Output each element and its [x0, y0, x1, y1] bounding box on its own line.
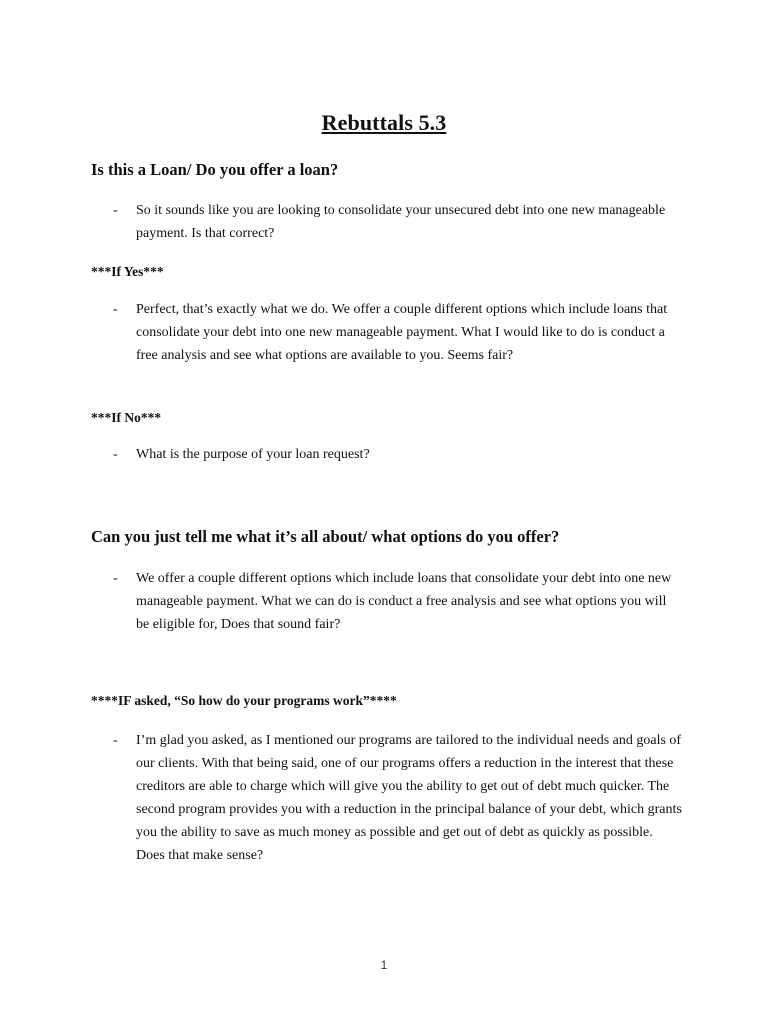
list-item-text: What is the purpose of your loan request? [136, 447, 370, 462]
list-dash: - [113, 447, 118, 462]
list-item [113, 729, 683, 867]
document-title: Rebuttals 5.3 [321, 110, 447, 135]
page-number: 1 [380, 958, 388, 972]
list-item [113, 443, 683, 466]
list-item [113, 567, 683, 636]
if-yes-label: ***If Yes*** [91, 264, 164, 279]
list-item [113, 298, 683, 367]
list-item-text: So it sounds like you are looking to consolidate your unsecured debt into one new manageable payment. Is that correct? [136, 203, 666, 241]
section-heading-loan: Is this a Loan/ Do you offer a loan? [91, 160, 339, 179]
list-dash: - [113, 733, 118, 748]
list-dash: - [113, 571, 118, 586]
list-dash: - [113, 302, 118, 317]
section-heading-options: Can you just tell me what it’s all about/ what options do you offer? [91, 527, 560, 546]
list-item-text: Perfect, that’s exactly what we do. We offer a couple different options which include loans that consolidate your debt into one new manageable payment. What I would like to do is conduct a free analysis and see what options are available to you. Seems fair? [136, 302, 668, 363]
if-asked-label: ****IF asked, “So how do your programs work”**** [91, 693, 397, 708]
list-dash: - [113, 203, 118, 218]
list-item [113, 199, 683, 245]
if-no-label: ***If No*** [91, 410, 162, 425]
list-item-text: We offer a couple different options which include loans that consolidate your debt into one new manageable payment. What we can do is conduct a free analysis and see what options you will be eligible for, Does that sound fair? [136, 571, 672, 632]
list-item-text: I’m glad you asked, as I mentioned our programs are tailored to the individual needs and goals of our clients. With that being said, one of our programs offers a reduction in the interest that these creditors are able to charge which will give you the ability to get out of debt much quicker. The second program provides you with a reduction in the principal balance of your debt, which grants you the ability to save as much money as possible and get out of debt as quickly as possible. Does that make sense? [136, 733, 682, 863]
